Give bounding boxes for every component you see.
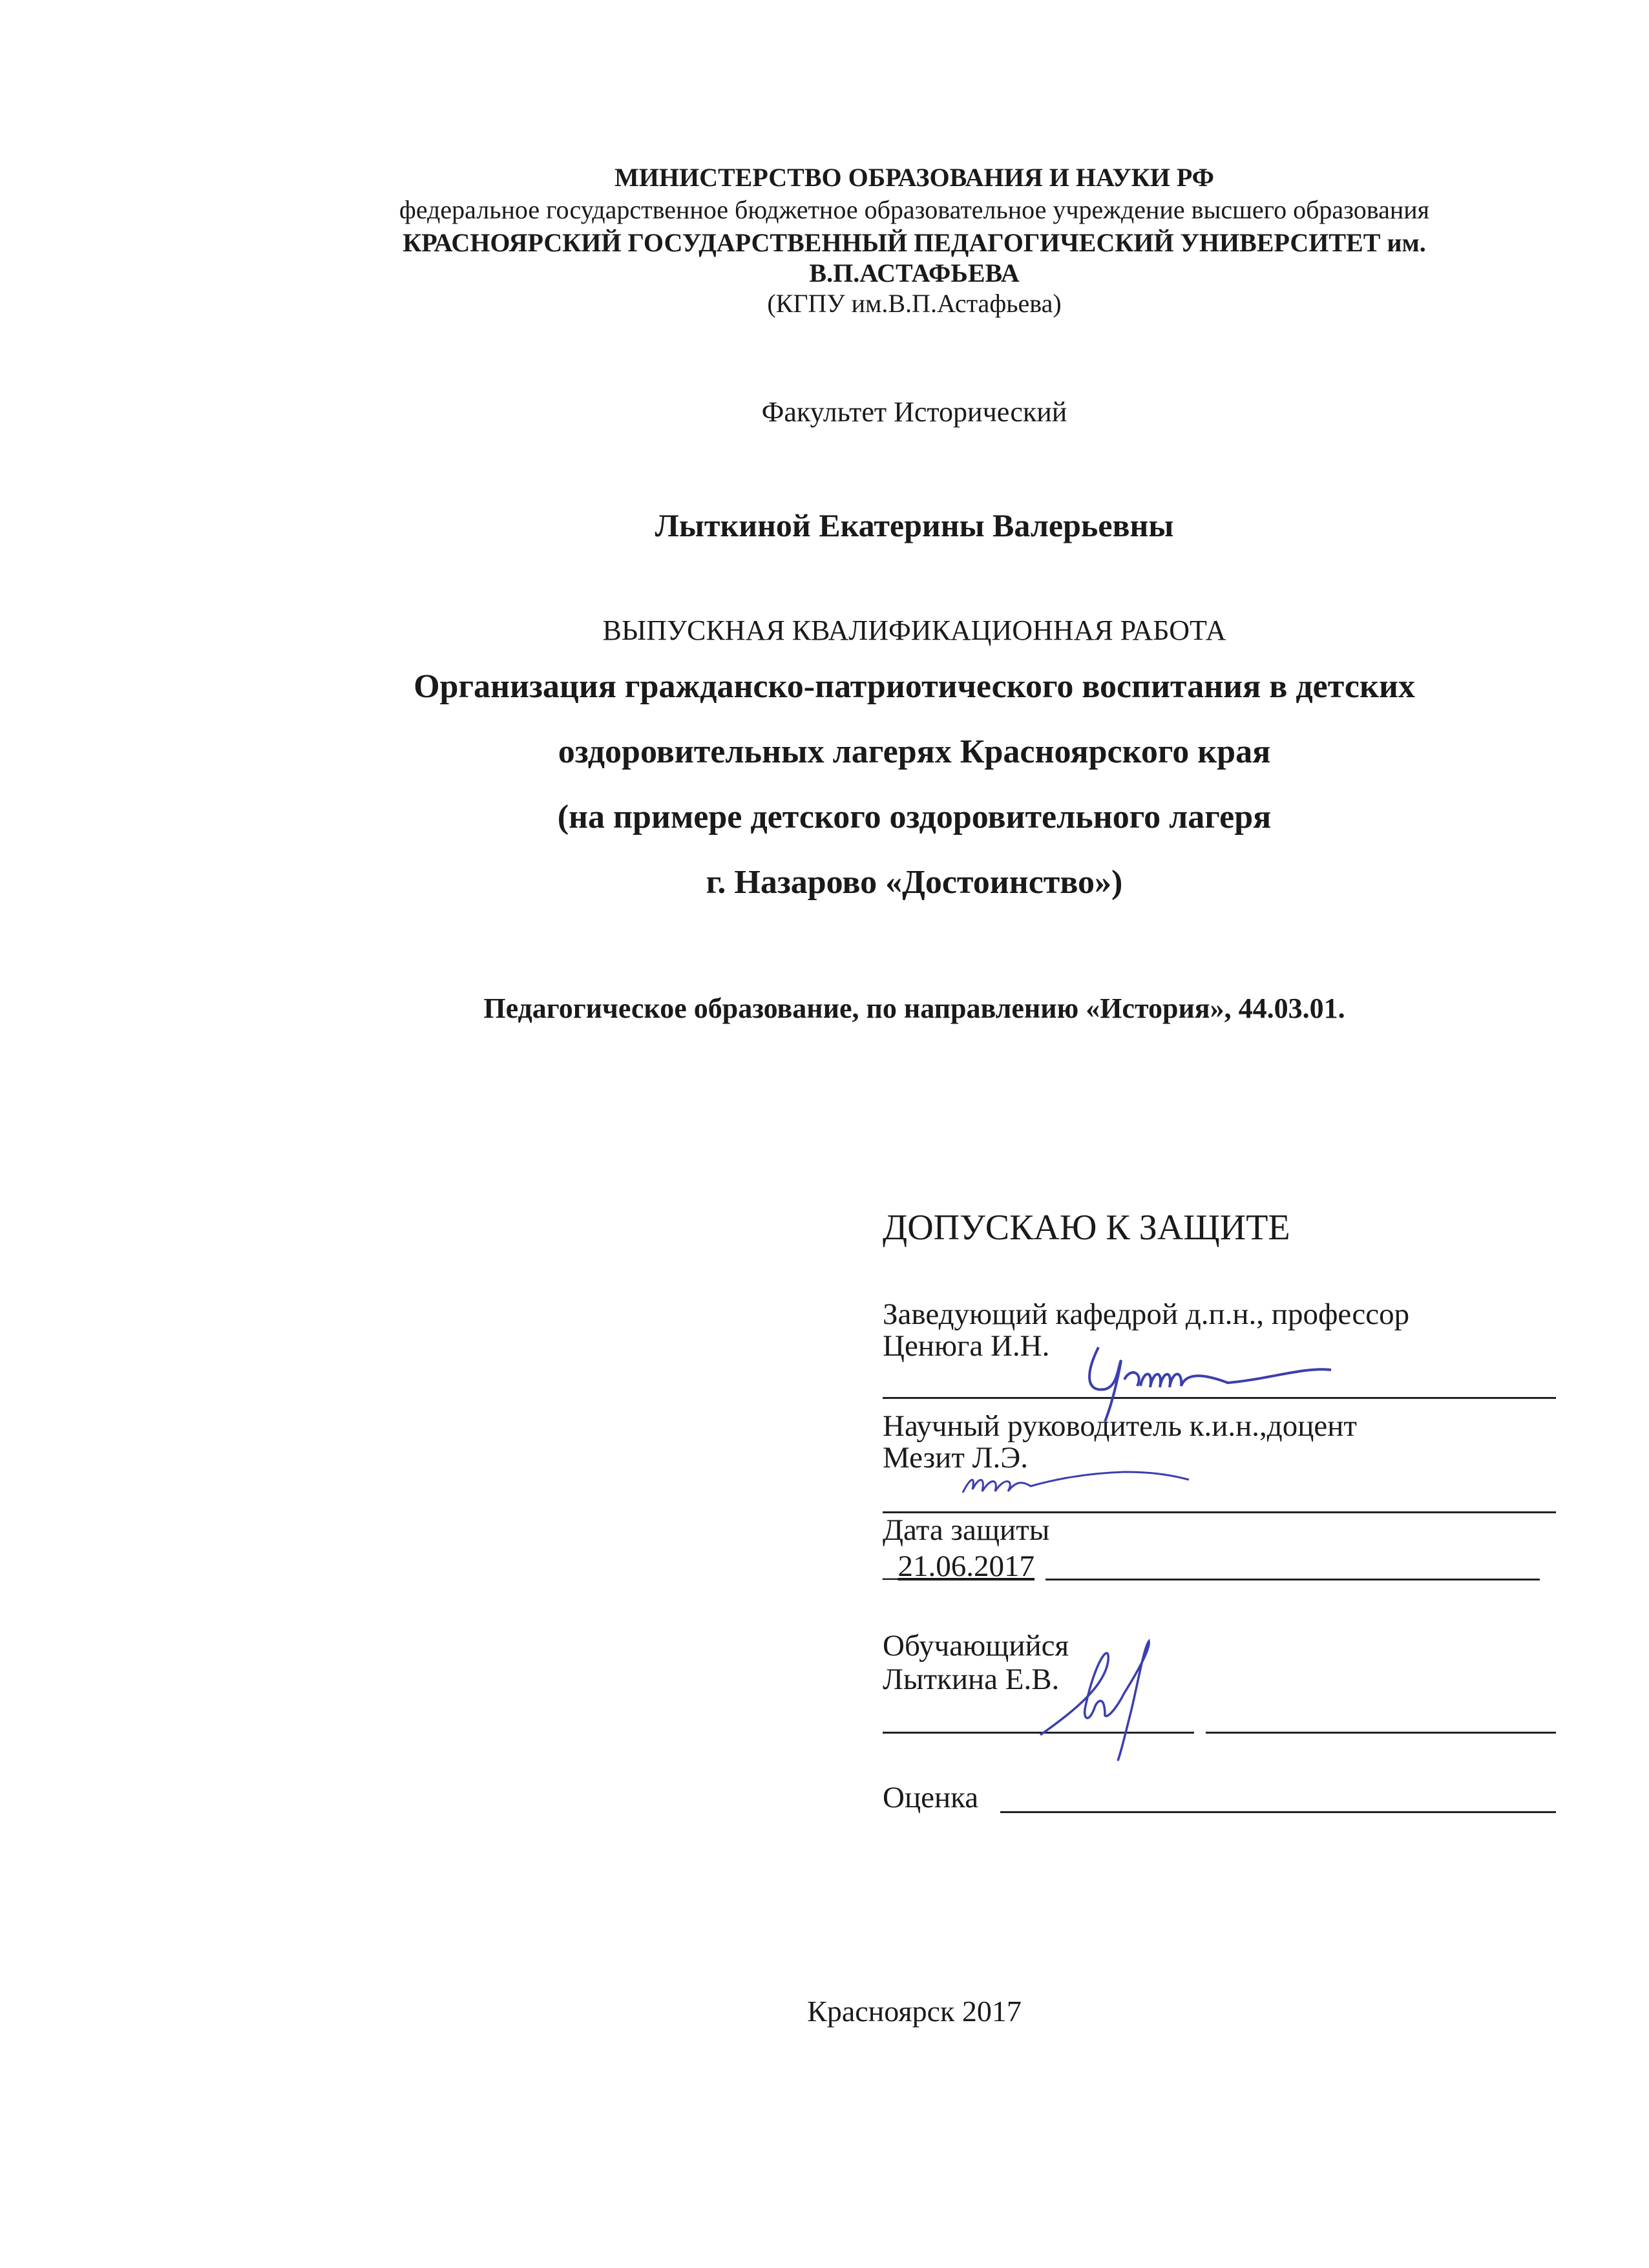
title-line: Организация гражданско-патриотического воспитания в детских	[414, 668, 1415, 705]
work-type: ВЫПУСКНАЯ КВАЛИФИКАЦИОННАЯ РАБОТА	[602, 614, 1226, 646]
head-name: Ценюга И.Н.	[883, 1329, 1050, 1363]
signature-line	[1206, 1732, 1556, 1734]
footer-city-year: Красноярск 2017	[807, 1995, 1022, 2028]
specialty: Педагогическое образование, по направлению «История», 44.03.01.	[483, 992, 1345, 1024]
author-name: Лыткиной Екатерины Валерьевны	[655, 507, 1174, 543]
institution-type: федеральное государственное бюджетное образовательное учреждение высшего образования	[399, 195, 1430, 224]
supervisor-signature	[956, 1460, 1202, 1506]
defense-date-row: _21.06.2017	[883, 1549, 1035, 1583]
university-name-line2: В.П.АСТАФЬЕВА	[809, 258, 1020, 288]
supervisor-role: Научный руководитель к.и.н.,доцент	[883, 1409, 1357, 1443]
university-name-line1: КРАСНОЯРСКИЙ ГОСУДАРСТВЕННЫЙ ПЕДАГОГИЧЕСКИЙ УНИВЕРСИТЕТ им.	[403, 228, 1426, 257]
faculty: Факультет Исторический	[761, 396, 1067, 428]
university-abbr: (КГПУ им.В.П.Астафьева)	[767, 289, 1062, 318]
grade-label: Оценка	[883, 1781, 979, 1814]
student-name: Лыткина Е.В.	[883, 1663, 1060, 1696]
date-line	[1045, 1579, 1540, 1580]
defense-date: 21.06.2017	[898, 1549, 1035, 1583]
head-role: Заведующий кафедрой д.п.н., профессор	[883, 1297, 1410, 1331]
student-label: Обучающийся	[883, 1629, 1069, 1663]
grade-line	[1000, 1811, 1556, 1813]
title-line: оздоровительных лагерях Красноярского края	[558, 733, 1271, 770]
approval-heading: ДОПУСКАЮ К ЗАЩИТЕ	[883, 1208, 1290, 1248]
supervisor-name: Мезит Л.Э.	[883, 1441, 1029, 1475]
student-signature	[1034, 1635, 1215, 1764]
title-line: г. Назарово «Достоинство»)	[706, 864, 1123, 901]
ministry-heading: МИНИСТЕРСТВО ОБРАЗОВАНИЯ И НАУКИ РФ	[614, 163, 1214, 192]
defense-date-label: Дата защиты	[883, 1513, 1050, 1547]
title-line: (на примере детского оздоровительного лагеря	[557, 799, 1272, 835]
